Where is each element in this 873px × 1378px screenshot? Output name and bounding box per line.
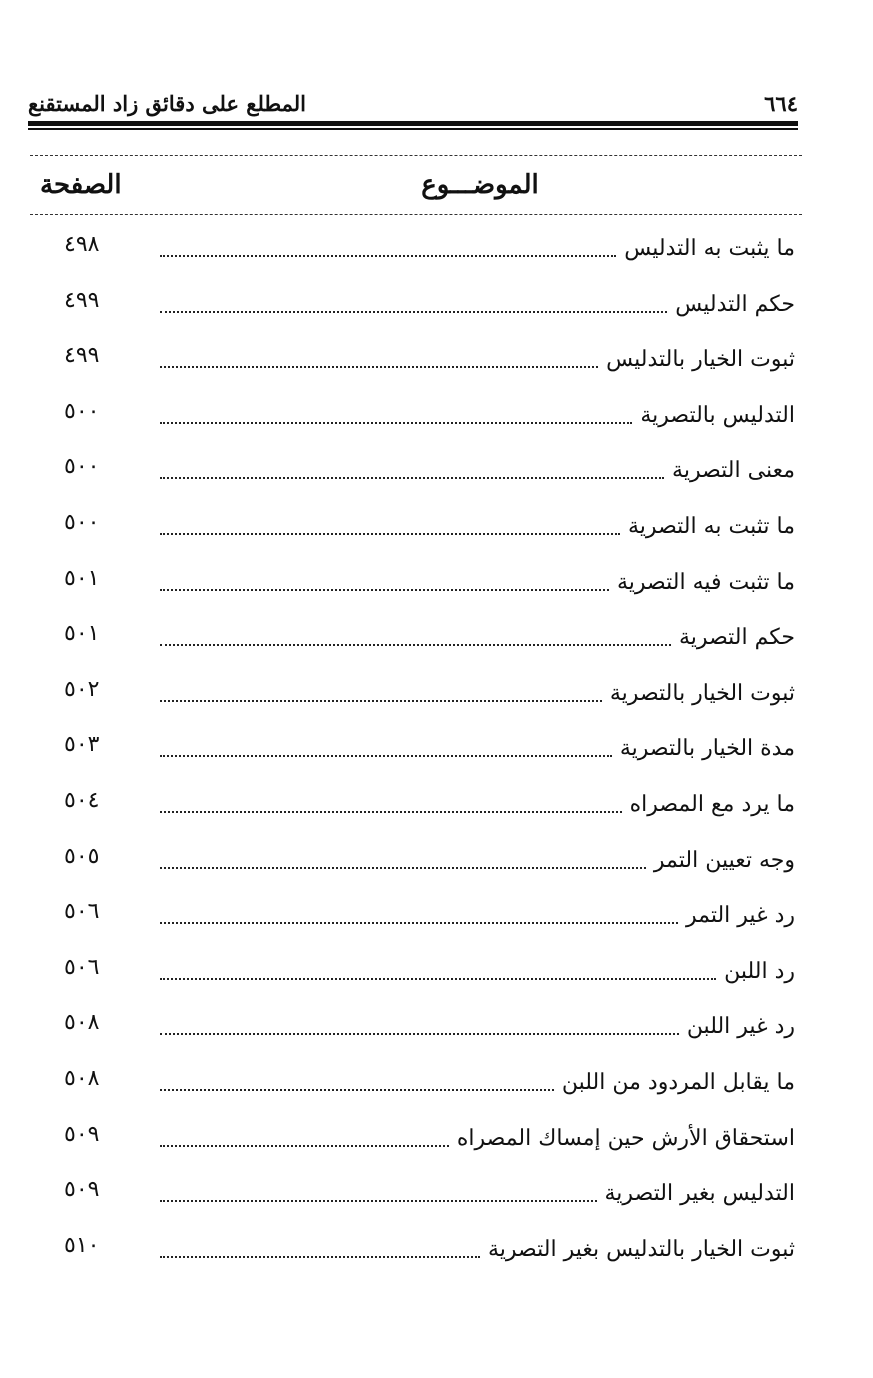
entry-title: التدليس بالتصرية <box>640 402 795 428</box>
entry-page-number: ٤٩٨ <box>64 232 100 257</box>
entry-title: استحقاق الأرش حين إمساك المصراه <box>456 1125 795 1151</box>
header-page-number: ٦٦٤ <box>764 90 798 116</box>
dot-leader <box>160 866 646 869</box>
entry-page-number: ٥٠١ <box>64 621 100 647</box>
dot-leader <box>160 699 602 702</box>
entry-line <box>160 953 795 987</box>
entry-line <box>160 1120 795 1154</box>
toc-entry[interactable] <box>0 438 873 494</box>
entry-page-number: ٥٠١ <box>64 565 100 591</box>
entry-title: ما يثبت به التدليس <box>624 236 795 261</box>
entry-title: ثبوت الخيار بالتدليس <box>606 347 795 373</box>
dot-leader <box>160 977 716 980</box>
entry-page-number: ٥٠٠ <box>64 454 100 480</box>
entry-title: رد اللبن <box>724 958 795 984</box>
entry-page-number: ٥٠٩ <box>64 1121 100 1147</box>
entry-page-number: ٥٠٣ <box>64 732 100 758</box>
entry-title: ما يرد مع المصراه <box>629 792 795 817</box>
toc-entry[interactable] <box>0 216 873 272</box>
entry-page-number: ٥٠٠ <box>64 510 100 535</box>
column-heading-topic: الموضـــوع <box>421 170 539 200</box>
entry-title: حكم التدليس <box>675 291 795 317</box>
dot-leader <box>160 1255 480 1258</box>
entry-page-number: ٥١٠ <box>64 1232 100 1258</box>
entry-page-number: ٥٠٢ <box>64 676 100 702</box>
dot-leader <box>160 810 622 813</box>
entry-line <box>160 786 795 820</box>
toc-entry[interactable] <box>0 828 873 884</box>
entry-line <box>160 397 795 431</box>
toc-entry[interactable] <box>0 494 873 550</box>
column-divider-top <box>30 155 802 156</box>
entry-line <box>160 842 795 876</box>
entry-page-number: ٥٠٦ <box>64 899 100 925</box>
toc-entry[interactable] <box>0 883 873 939</box>
entry-line <box>160 1175 795 1209</box>
entry-title: ما تثبت فيه التصرية <box>616 569 795 595</box>
toc-entry[interactable] <box>0 327 873 383</box>
entry-line <box>160 619 795 653</box>
entry-line <box>160 286 795 320</box>
toc-entry[interactable] <box>0 550 873 606</box>
toc-entry[interactable] <box>0 772 873 828</box>
entry-line <box>160 1064 795 1098</box>
toc-entry[interactable] <box>0 716 873 772</box>
entry-line <box>160 341 795 375</box>
entry-title: حكم التصرية <box>679 625 795 651</box>
entry-page-number: ٤٩٩ <box>64 287 100 313</box>
dot-leader <box>160 588 609 591</box>
dot-leader <box>160 421 632 424</box>
entry-page-number: ٥٠٩ <box>64 1177 100 1203</box>
header-book-title: المطلع على دقائق زاد المستقنع <box>28 90 307 116</box>
entry-title: مدة الخيار بالتصرية <box>619 736 795 762</box>
entry-page-number: ٥٠٤ <box>64 788 100 813</box>
entry-title: وجه تعيين التمر <box>653 847 795 873</box>
entry-page-number: ٤٩٩ <box>64 343 100 369</box>
dot-leader <box>160 921 678 924</box>
entry-page-number: ٥٠٠ <box>64 398 100 424</box>
dot-leader <box>160 754 612 757</box>
toc-entry[interactable] <box>0 1161 873 1217</box>
dot-leader <box>160 532 620 535</box>
column-heading-page: الصفحة <box>40 170 122 200</box>
toc-entry[interactable] <box>0 383 873 439</box>
entry-title: ما تثبت به التصرية <box>628 514 795 539</box>
dot-leader <box>160 1199 597 1202</box>
toc-entry[interactable] <box>0 994 873 1050</box>
column-divider-bottom <box>30 214 802 215</box>
dot-leader <box>160 310 667 313</box>
entry-page-number: ٥٠٨ <box>64 1066 100 1091</box>
dot-leader <box>160 365 598 368</box>
dot-leader <box>160 1032 679 1035</box>
toc-entry[interactable] <box>0 939 873 995</box>
entry-line <box>160 508 795 542</box>
header-rule-thick <box>28 121 798 126</box>
entry-title: ما يقابل المردود من اللبن <box>561 1070 795 1095</box>
entry-title: رد غير اللبن <box>686 1014 795 1040</box>
entry-title: معنى التصرية <box>672 458 795 484</box>
entry-title: التدليس بغير التصرية <box>604 1181 795 1207</box>
toc-entry[interactable] <box>0 661 873 717</box>
dot-leader <box>160 254 616 257</box>
entry-title: ثبوت الخيار بالتصرية <box>609 680 795 706</box>
entry-line <box>160 452 795 486</box>
dot-leader <box>160 1088 554 1091</box>
entry-line <box>160 1231 795 1265</box>
entry-title: رد غير التمر <box>685 903 795 929</box>
running-header <box>28 88 798 118</box>
toc-entry[interactable] <box>0 1217 873 1273</box>
entry-line <box>160 564 795 598</box>
dot-leader <box>160 643 671 646</box>
header-rule-thin <box>28 128 798 130</box>
entry-line <box>160 897 795 931</box>
entry-page-number: ٥٠٥ <box>64 843 100 869</box>
dot-leader <box>160 476 664 479</box>
toc-entry[interactable] <box>0 1106 873 1162</box>
toc-entry[interactable] <box>0 272 873 328</box>
entry-line <box>160 675 795 709</box>
entry-page-number: ٥٠٨ <box>64 1010 100 1036</box>
entry-line <box>160 1008 795 1042</box>
dot-leader <box>160 1144 449 1147</box>
entry-page-number: ٥٠٦ <box>64 954 100 980</box>
toc-entry[interactable] <box>0 1050 873 1106</box>
entry-line <box>160 730 795 764</box>
entry-title: ثبوت الخيار بالتدليس بغير التصرية <box>487 1236 795 1262</box>
toc-entry[interactable] <box>0 605 873 661</box>
entry-line <box>160 230 795 264</box>
